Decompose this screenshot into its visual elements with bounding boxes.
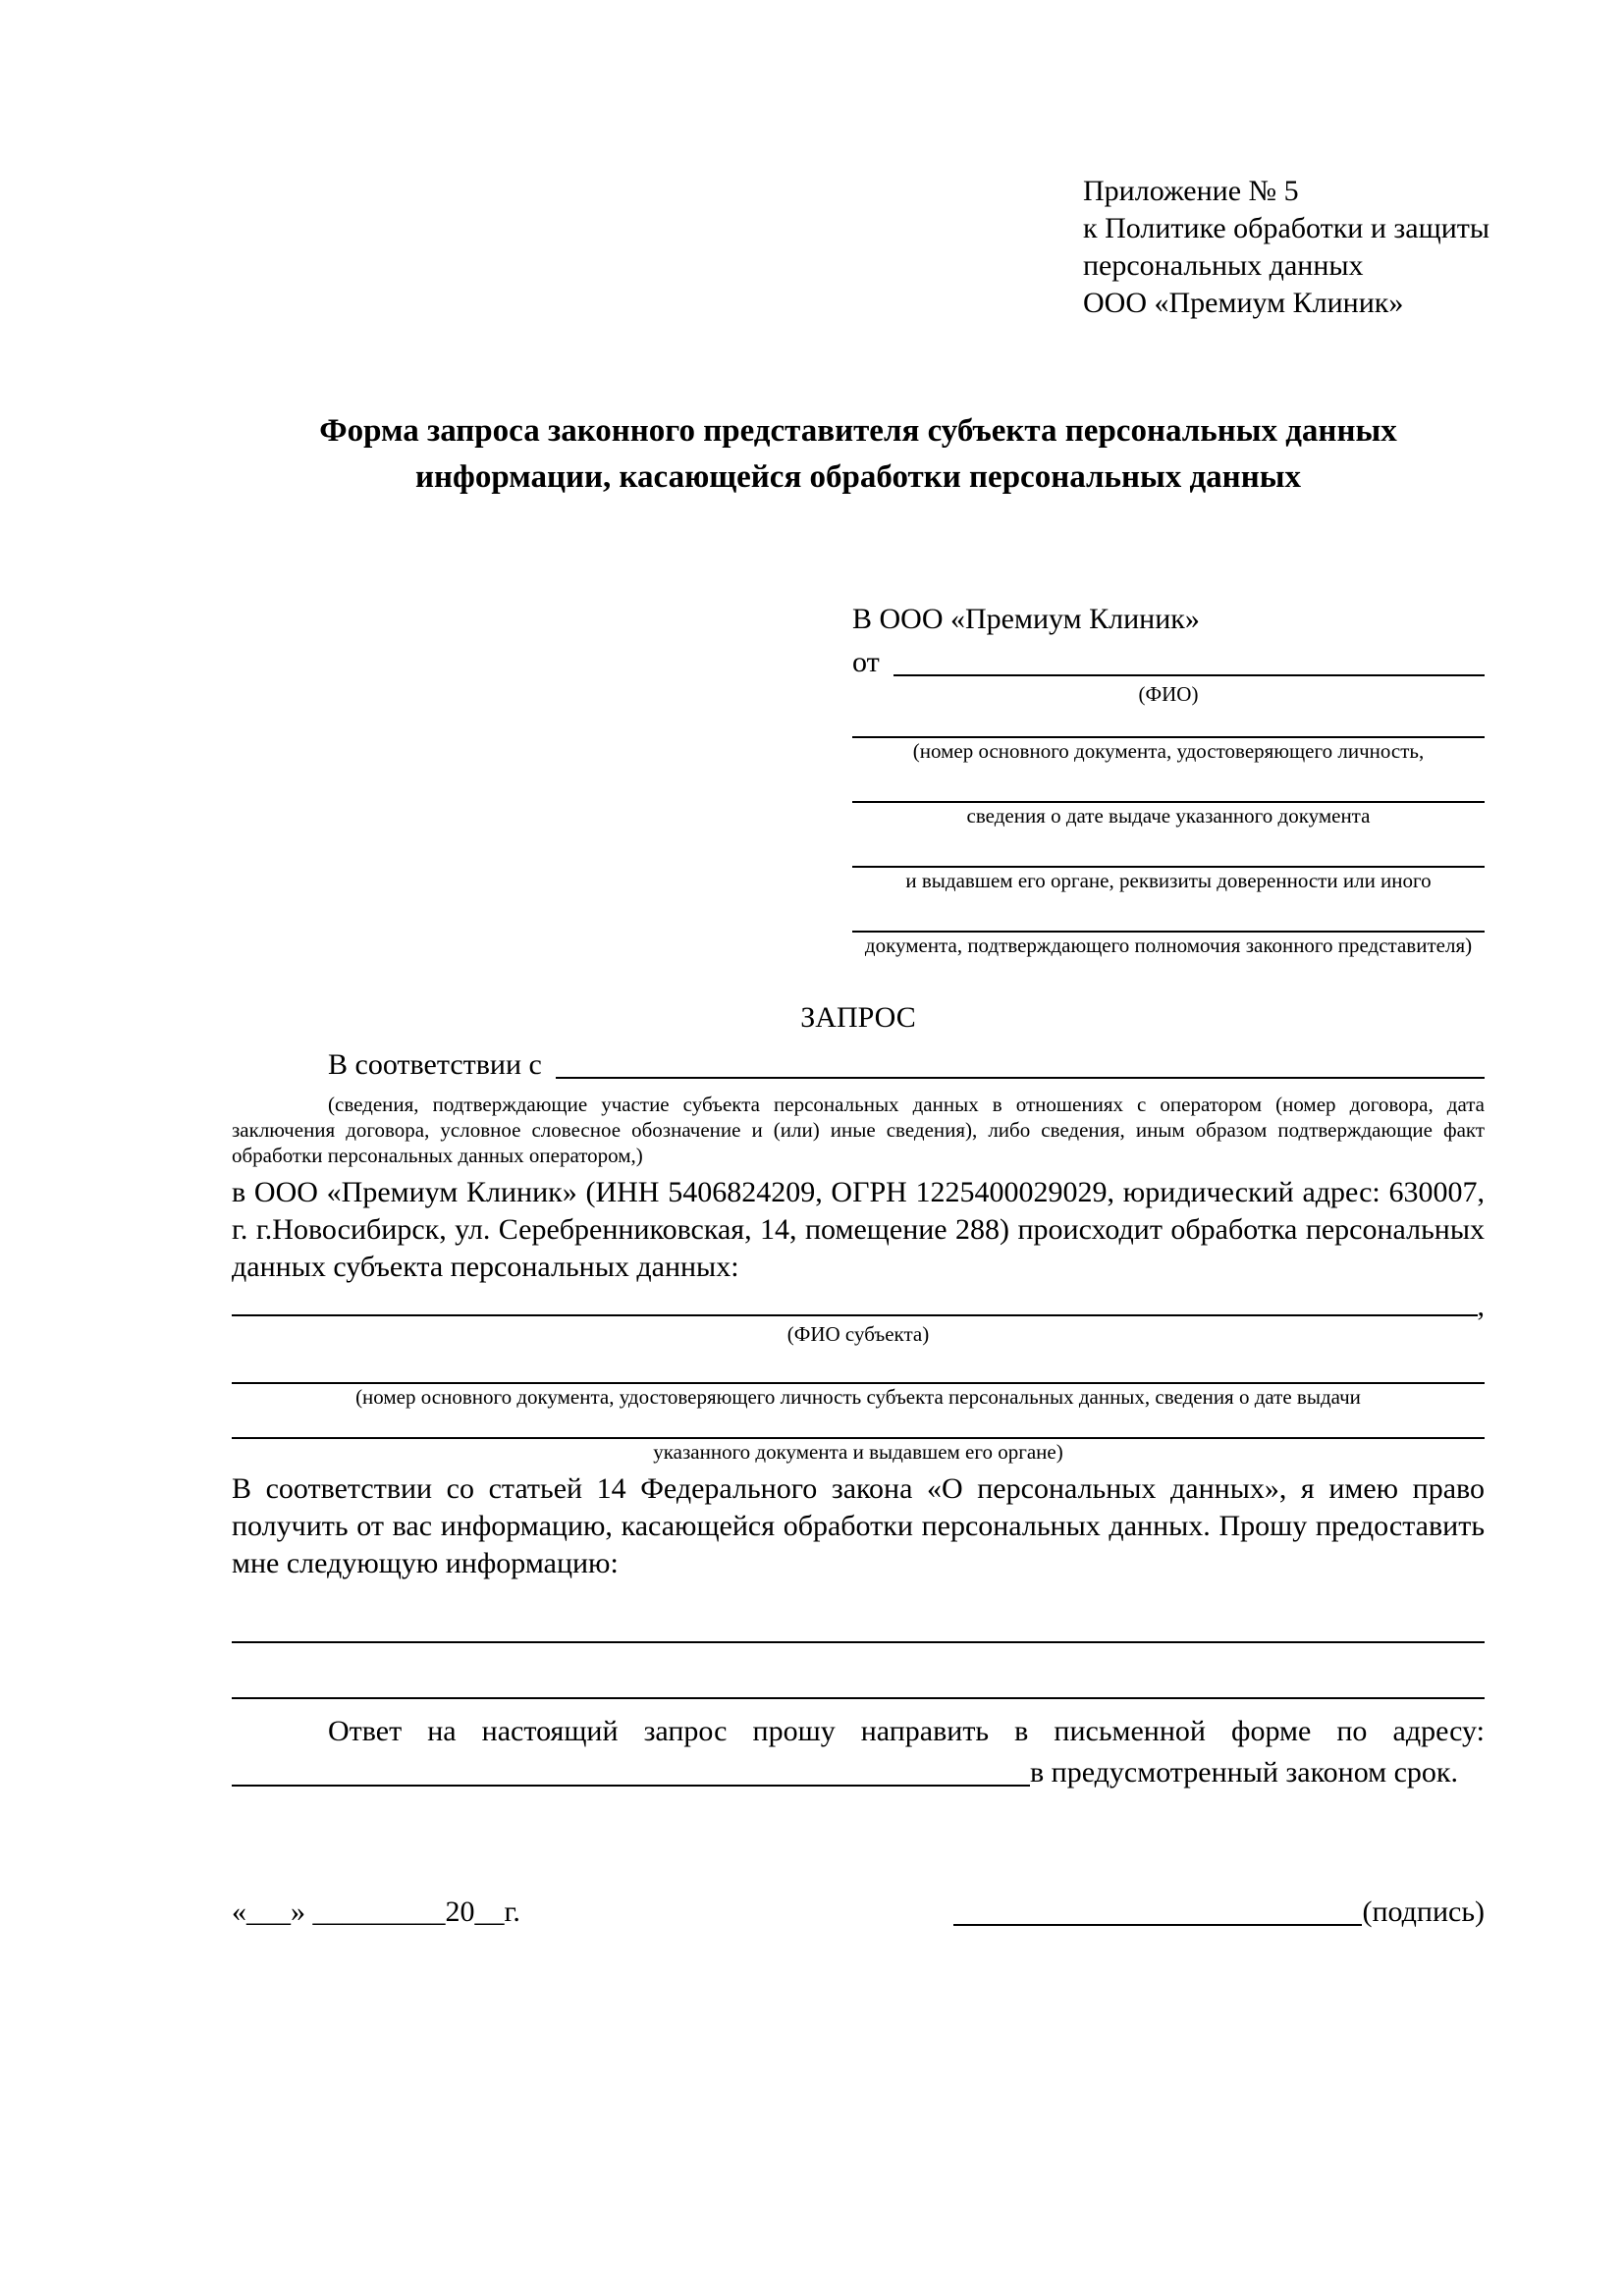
fio-blank-line bbox=[893, 644, 1485, 676]
answer-tail-text: в предусмотренный законом срок. bbox=[1030, 1756, 1458, 1789]
appendix-header-line: ООО «Премиум Клиник» bbox=[1083, 287, 1404, 319]
request-intro-row bbox=[232, 1046, 1485, 1084]
fio-caption: (ФИО) bbox=[1138, 682, 1199, 706]
representative-doc-field bbox=[852, 828, 1485, 893]
representative-doc-field bbox=[852, 707, 1485, 764]
document-title: Форма запроса законного представителя субъекта персональных данных информации, касающейся обработки персональных данных bbox=[319, 413, 1397, 495]
blank-line bbox=[232, 1643, 1485, 1699]
subject-fio-suffix: , bbox=[1477, 1290, 1485, 1322]
operator-relation-fine-print: (сведения, подтверждающие участие субъекта персональных данных в отношениях с оператором (номер договора, дата заключения договора, условное словесное обозначение и (или) иные сведения), либо сведения, иным образом подтверждающие факт обработки персональных данных оператором,) bbox=[232, 1093, 1485, 1167]
blank-line bbox=[232, 1314, 1478, 1316]
request-intro-label: В соответствии с bbox=[328, 1048, 542, 1081]
subject-doc-caption: (номер основного документа, удостоверяющего личность субъекта персональных данных, сведения о дате выдачи bbox=[355, 1385, 1361, 1409]
subject-doc-caption: указанного документа и выдавшем его органе) bbox=[653, 1440, 1063, 1464]
field-caption: сведения о дате выдаче указанного документа bbox=[966, 804, 1371, 828]
date-line: «___» _________20__г. bbox=[232, 1896, 520, 1928]
blank-line bbox=[852, 764, 1485, 803]
appendix-header-line: Приложение № 5 bbox=[1083, 175, 1299, 207]
signature-caption: (подпись) bbox=[1362, 1896, 1485, 1928]
footer-row bbox=[232, 1894, 1485, 1931]
addressee-from-label: от bbox=[852, 646, 880, 678]
blank-line bbox=[852, 828, 1485, 868]
signature-group bbox=[953, 1894, 1485, 1931]
blank-line bbox=[232, 1785, 1030, 1787]
appendix-header-block bbox=[1083, 173, 1490, 322]
appendix-header-line: к Политике обработки и защиты bbox=[1083, 212, 1490, 244]
blank-line bbox=[232, 1347, 1485, 1384]
answer-intro-paragraph: Ответ на настоящий запрос прошу направить в письменной форме по адресу: bbox=[328, 1715, 1485, 1747]
addressee-from-row bbox=[852, 644, 1485, 681]
blank-line bbox=[852, 707, 1485, 738]
subject-fio-caption: (ФИО субъекта) bbox=[786, 1322, 930, 1346]
answer-address-row bbox=[232, 1750, 1485, 1791]
field-caption: и выдавшем его органе, реквизиты доверенности или иного bbox=[905, 869, 1432, 892]
blank-line bbox=[232, 1582, 1485, 1643]
blank-line bbox=[556, 1046, 1485, 1079]
operator-paragraph: в ООО «Премиум Клиник» (ИНН 5406824209, ОГРН 1225400029029, юридический адрес: 630007, г. г.Новосибирск, ул. Серебренниковская, 14, помещение 288) происходит обработка персональных данных субъекта персональных данных: bbox=[232, 1176, 1485, 1283]
signature-blank-line bbox=[953, 1924, 1362, 1926]
request-heading: ЗАПРОС bbox=[800, 1001, 916, 1034]
appendix-header-line: персональных данных bbox=[1083, 249, 1364, 282]
field-caption: (номер основного документа, удостоверяющего личность, bbox=[912, 739, 1425, 763]
addressee-to-line: В ООО «Премиум Клиник» bbox=[852, 603, 1200, 635]
addressee-block bbox=[852, 601, 1485, 958]
subject-fio-line-row bbox=[232, 1286, 1485, 1321]
field-caption: документа, подтверждающего полномочия законного представителя) bbox=[864, 934, 1473, 957]
representative-doc-field bbox=[852, 764, 1485, 828]
law-paragraph: В соответствии со статьей 14 Федерального закона «О персональных данных», я имею право получить от вас информацию, касающейся обработки персональных данных. Прошу предоставить мне следующую информацию: bbox=[232, 1472, 1485, 1579]
blank-line bbox=[232, 1410, 1485, 1439]
blank-line bbox=[852, 893, 1485, 933]
representative-doc-field bbox=[852, 893, 1485, 958]
